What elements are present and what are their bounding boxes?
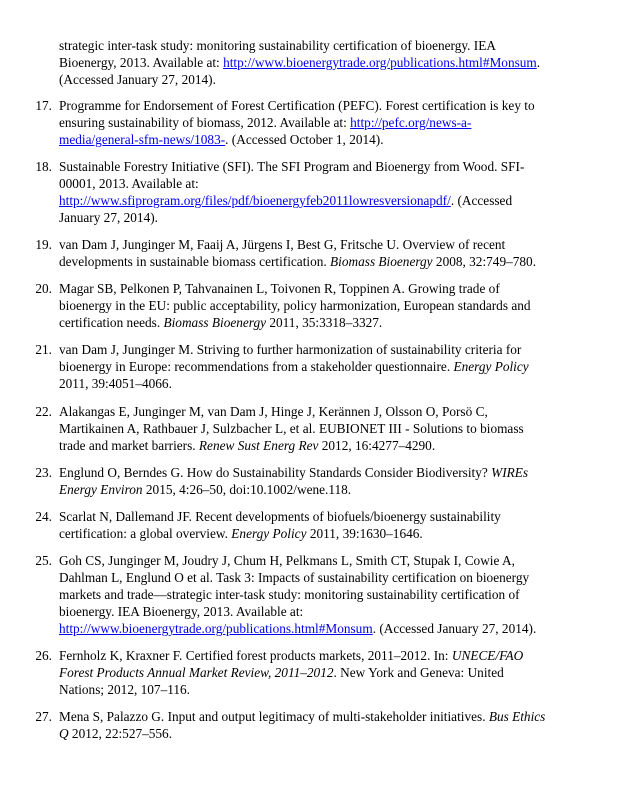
reference-text-segment: trade and market barriers. <box>59 438 199 453</box>
reference-text-segment: . (Accessed January 27, 2014). <box>372 621 537 636</box>
reference-text-segment: van Dam J, Junginger M. Striving to further harmonization of sustainability criteria for <box>59 342 522 357</box>
reference-italic-text: UNECE/FAO <box>451 648 524 663</box>
reference-text-segment: 2015, 4:26–50, doi:10.1002/wene.118. <box>142 482 352 497</box>
reference-text-segment: (Accessed January 27, 2014). <box>59 72 216 87</box>
reference-url-link[interactable]: media/general-sfm-news/1083- <box>59 132 226 147</box>
reference-text-segment: 2008, 32:749–780. <box>432 254 537 269</box>
reference-text-segment: Goh CS, Junginger M, Joudry J, Chum H, Pelkmans L, Smith CT, Stupak I, Cowie A, <box>59 553 515 568</box>
reference-text-segment: 2011, 35:3318–3327. <box>266 315 383 330</box>
reference-text-segment: . New York and Geneva: United <box>333 665 504 680</box>
reference-text-segment: Dahlman L, Englund O et al. Task 3: Impacts of sustainability certification on bioenergy <box>59 570 530 585</box>
reference-text-segment: Scarlat N, Dallemand JF. Recent developments of biofuels/bioenergy sustainability <box>59 509 501 524</box>
reference-text <box>59 280 584 331</box>
reference-number: 24. <box>35 509 52 524</box>
reference-text-segment: 2012, 16:4277–4290. <box>318 438 436 453</box>
reference-italic-text: WIREs <box>491 465 529 480</box>
reference-text <box>59 341 584 392</box>
reference-number: 19. <box>35 237 52 252</box>
reference-url-link[interactable]: http://pefc.org/news-a- <box>350 115 472 130</box>
reference-number: 22. <box>35 404 52 419</box>
reference-text <box>59 37 584 88</box>
reference-text <box>59 236 584 270</box>
reference-italic-text: Biomass Bioenergy <box>163 315 267 330</box>
reference-text-segment: Bioenergy, 2013. Available at: <box>59 55 224 70</box>
reference-text-segment: Programme for Endorsement of Forest Certification (PEFC). Forest certification is key to <box>59 98 535 113</box>
reference-text-segment: strategic inter-task study: monitoring sustainability certification of bioenergy. IEA <box>59 38 496 53</box>
reference-text-segment: Englund O, Berndes G. How do Sustainability Standards Consider Biodiversity? <box>59 465 492 480</box>
reference-number: 23. <box>35 465 52 480</box>
reference-italic-text: Q <box>59 726 69 741</box>
reference-text-segment: Mena S, Palazzo G. Input and output legitimacy of multi-stakeholder initiatives. <box>59 709 489 724</box>
reference-text <box>59 158 584 226</box>
reference-italic-text: Biomass Bioenergy <box>330 254 433 269</box>
reference-text-segment: January 27, 2014). <box>59 210 158 225</box>
reference-url-link[interactable]: http://www.sfiprogram.org/files/pdf/bioenergyfeb2011lowresversionapdf/ <box>59 193 451 208</box>
reference-url-link[interactable]: http://www.bioenergytrade.org/publications.html#Monsum <box>223 55 537 70</box>
reference-text-segment: . <box>536 55 541 70</box>
reference-text-segment: Sustainable Forestry Initiative (SFI). The SFI Program and Bioenergy from Wood. SFI- <box>59 159 525 174</box>
reference-text-segment: markets and trade—strategic inter-task study: monitoring sustainability certification of <box>59 587 520 602</box>
reference-text-segment: van Dam J, Junginger M, Faaij A, Jürgens I, Best G, Fritsche U. Overview of recent <box>59 237 506 252</box>
reference-italic-text: Energy Environ <box>59 482 143 497</box>
reference-text <box>59 508 584 542</box>
reference-text-segment: certification needs. <box>59 315 164 330</box>
reference-text-segment: . (Accessed <box>450 193 513 208</box>
reference-text <box>59 464 584 498</box>
reference-italic-text: Energy Policy <box>231 526 307 541</box>
reference-text-segment: 2012, 22:527–556. <box>68 726 173 741</box>
reference-text-segment: bioenergy. IEA Bioenergy, 2013. Available at: <box>59 604 304 619</box>
reference-text-segment: Fernholz K, Kraxner F. Certified forest products markets, 2011–2012. In: <box>59 648 452 663</box>
reference-number: 26. <box>35 648 52 663</box>
reference-number: 17. <box>35 98 52 113</box>
reference-text-segment: Alakangas E, Junginger M, van Dam J, Hinge J, Kerännen J, Olsson O, Porsö C, <box>59 404 488 419</box>
reference-text-segment: Nations; 2012, 107–116. <box>59 682 190 697</box>
reference-number: 27. <box>35 709 52 724</box>
reference-text <box>59 97 584 148</box>
reference-text-segment: 2011, 39:4051–4066. <box>59 376 172 391</box>
reference-italic-text: Forest Products Annual Market Review, 2011–2012 <box>59 665 334 680</box>
reference-text-segment: bioenergy in the EU: public acceptability, policy harmonization, European standards and <box>59 298 531 313</box>
reference-text-segment: Martikainen A, Rathbauer J, Sulzbacher L, et al. EUBIONET III - Solutions to biomass <box>59 421 524 436</box>
reference-number: 25. <box>35 553 52 568</box>
reference-text-segment: 00001, 2013. Available at: <box>59 176 199 191</box>
reference-text-segment: certification: a global overview. <box>59 526 232 541</box>
reference-italic-text: Renew Sust Energ Rev <box>198 438 319 453</box>
reference-number: 20. <box>35 281 52 296</box>
reference-text-segment: 2011, 39:1630–1646. <box>306 526 423 541</box>
reference-text-segment: Magar SB, Pelkonen P, Tahvanainen L, Toivonen R, Toppinen A. Growing trade of <box>59 281 500 296</box>
reference-url-link[interactable]: http://www.bioenergytrade.org/publications.html#Monsum <box>59 621 373 636</box>
reference-text <box>59 403 584 454</box>
reference-text-segment: . (Accessed October 1, 2014). <box>225 132 384 147</box>
reference-number: 21. <box>35 342 52 357</box>
reference-text-segment: ensuring sustainability of biomass, 2012. Available at: <box>59 115 351 130</box>
reference-italic-text: Energy Policy <box>453 359 529 374</box>
reference-italic-text: Bus Ethics <box>488 709 546 724</box>
reference-text <box>59 552 584 637</box>
reference-text <box>59 708 584 742</box>
reference-number: 18. <box>35 159 52 174</box>
reference-text-segment: developments in sustainable biomass certification. <box>59 254 331 269</box>
reference-text <box>59 647 584 698</box>
reference-text-segment: bioenergy in Europe: recommendations from a stakeholder questionnaire. <box>59 359 454 374</box>
